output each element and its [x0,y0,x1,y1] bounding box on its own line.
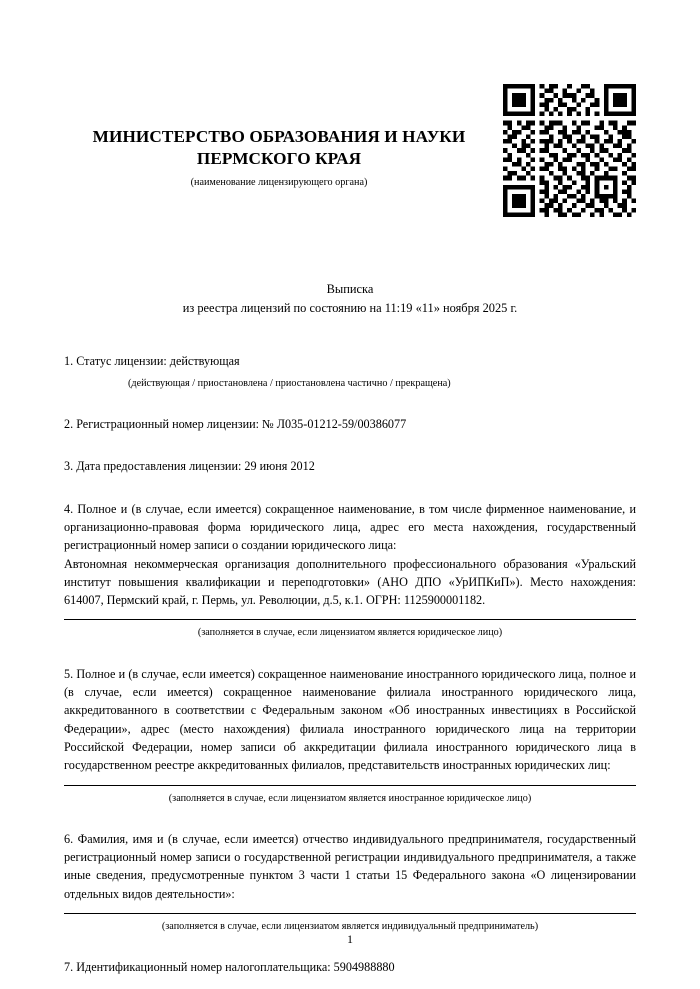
ministry-title-line1: МИНИСТЕРСТВО ОБРАЗОВАНИЯ И НАУКИ [92,127,466,146]
extract-title: Выписка [326,282,374,297]
spacer [64,948,636,958]
spacer [64,490,636,500]
item-inn [64,958,636,976]
extract-heading [64,280,636,318]
item-inn-text: 7. Идентификационный номер налогоплательщика: 5904988880 [64,960,395,975]
item-individual-entrepreneur-note: (заполняется в случае, если лицензиатом является индивидуальный предприниматель) [161,921,539,932]
spacer [64,405,636,415]
spacer [64,820,636,830]
licensing-authority-note: (наименование лицензирующего органа) [190,177,368,189]
ministry-title-line2: ПЕРМСКОГО КРАЯ [196,149,362,169]
item-legal-entity-note: (заполняется в случае, если лицензиатом является юридическое лицо) [197,627,503,639]
qr-code-icon [503,84,636,217]
item-legal-entity [64,500,636,641]
spacer [64,655,636,665]
divider [64,619,636,620]
item-status-note: (действующая / приостановлена / приостановлена частично / прекращена) [128,377,451,389]
item-legal-entity-text: 4. Полное и (в случае, если имеется) сокращенное наименование, в том числе фирменное наименование, и организационно-правовая форма юридического лица, адрес его места нахождения, государственный регистрационный номер записи о создании юридического лица: [64,501,636,553]
item-status-text: 1. Статус лицензии: действующая [64,354,240,369]
item-date-granted [64,457,636,475]
item-foreign-entity-note: (заполняется в случае, если лицензиатом является иностранное юридическое лицо) [168,792,532,804]
spacer [64,447,636,457]
document-items [64,352,636,976]
document-header [64,0,494,188]
item-date-granted-text: 3. Дата предоставления лицензии: 29 июня 2012 [64,459,315,474]
item-individual-entrepreneur-text: 6. Фамилия, имя и (в случае, если имеется) отчество индивидуального предпринимателя, государственный регистрационный номер записи о государственной регистрации индивидуального предпринимателя, а также иные сведения, предусмотренные пунктом 3 части 1 статьи 15 Федерального закона «О лицензировании отдельных видов деятельности»: [64,831,636,901]
item-foreign-entity-text: 5. Полное и (в случае, если имеется) сокращенное наименование иностранного юридического лица, полное и (в случае, если имеется) сокращенное наименование филиала иностранного юридического лица, аккредитованного в соответствии с Федеральным законом «Об иностранных инвестициях в Российской Федерации», адрес (место нахождения) филиала иностранного юридического лица на территории Российской Федерации, номер записи об аккредитации филиала иностранного юридического лица в государственном реестре аккредитованных филиалов, представительств иностранных юридических лиц: [64,666,636,773]
page-number: 1 [347,932,353,946]
item-registration-number [64,415,636,433]
item-individual-entrepreneur [64,830,636,934]
item-legal-entity-value: Автономная некоммерческая организация дополнительного профессионального образования «Уральский институт повышения квалификации и переподготовки» (АНО ДПО «УрИПКиП»). Место нахождения: 614007, Пермский край, г. Пермь, ул. Революции, д.5, к.1. ОГРН: 1125900001182. [64,556,636,608]
item-status [64,352,636,391]
item-registration-number-text: 2. Регистрационный номер лицензии: № Л035-01212-59/00386077 [64,417,407,432]
item-foreign-entity [64,665,636,806]
extract-subtitle: из реестра лицензий по состоянию на 11:19 «11» ноября 2025 г. [182,301,518,316]
divider [64,785,636,786]
divider [64,913,636,914]
